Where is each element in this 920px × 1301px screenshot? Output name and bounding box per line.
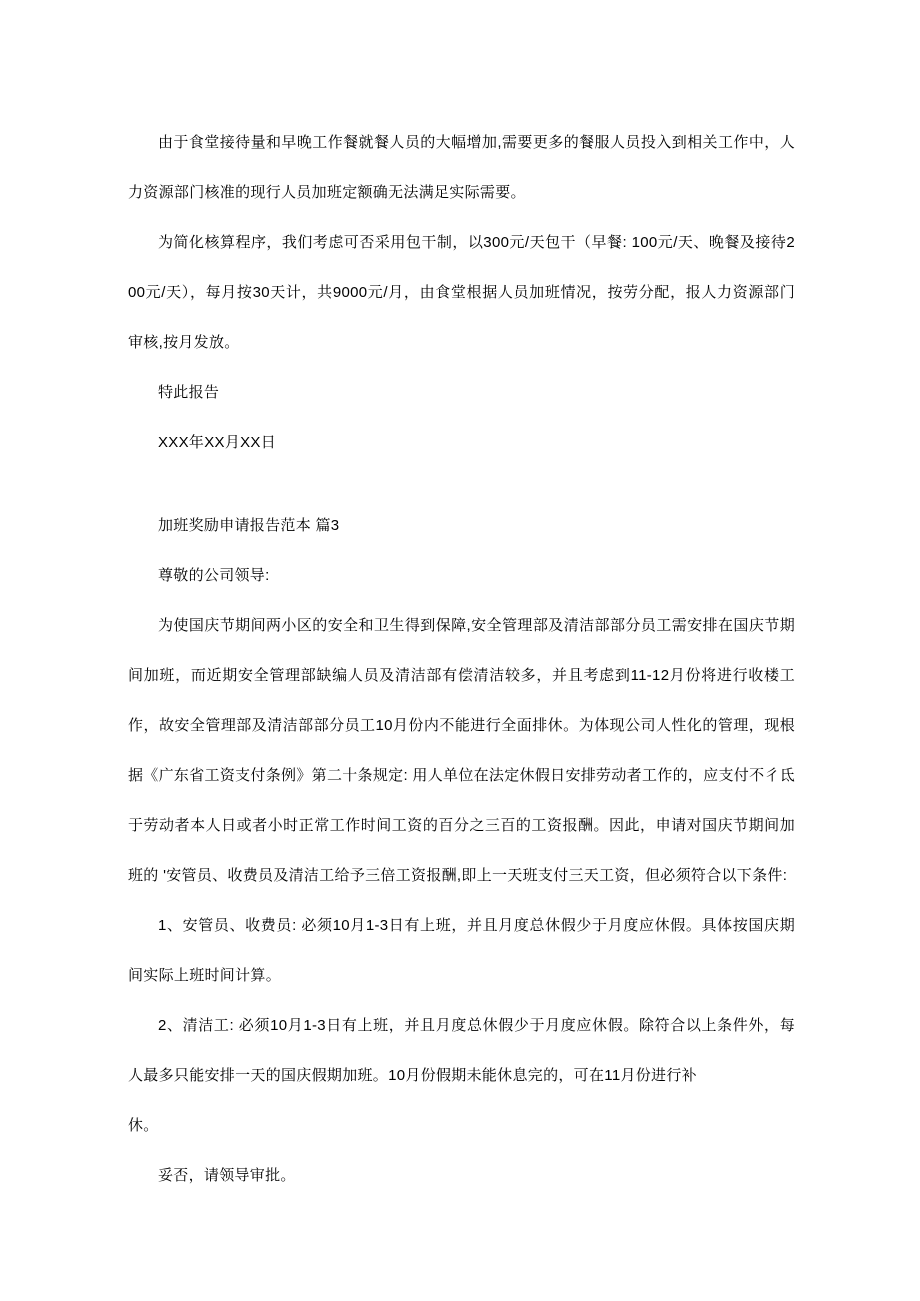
section-title-sample-3: 加班奖励申请报告范本 篇3 <box>158 517 340 534</box>
paragraph-condition-2-continued: 休。 <box>128 1117 159 1134</box>
document-body <box>128 118 795 1201</box>
paragraph-salutation: 尊敬的公司领导: <box>158 567 270 584</box>
paragraph-hereby-report: 特此报告 <box>158 384 220 401</box>
blank-line <box>128 468 795 501</box>
paragraph-date-placeholder: XXX年XX月XX日 <box>158 434 277 451</box>
paragraph-national-day-overtime: 为使国庆节期间两小区的安全和卫生得到保障,安全管理部及清洁部部分员工需安排在国庆节期间加班，而近期安全管理部缺编人员及清洁部有偿清洁较多，并且考虑到11-12月份将进行收楼工作，故安全管理部及清洁部部分员工10月份内不能进行全面排休。为体现公司人性化的管理，现根据《广东省工资支付条例》第二十条规定: 用人单位在法定休假日安排劳动者工作的，应支付不彳氐于劳动者本人日或者小时正常工作时间工资的百分之三百的工资报酬。因此，申请对国庆节期间加班的 '安管员、收费员及清洁工给予三倍工资报酬,即上一天班支付三天工资，但必须符合以下条件: <box>128 617 795 884</box>
paragraph-approval-request: 妥否，请领导审批。 <box>158 1167 296 1184</box>
paragraph-condition-2: 2、清洁工: 必须10月1-3日有上班，并且月度总休假少于月度应休假。除符合以上条件外，每人最多只能安排一天的国庆假期加班。10月份假期未能休息完的，可在11月份进行补 <box>128 1017 795 1084</box>
paragraph-lump-sum-proposal: 为简化核算程序，我们考虑可否采用包干制，以300元/天包干（早餐: 100元/天、晚餐及接待200元/天），每月按30天计，共9000元/月，由食堂根据人员加班情况，按劳分配，报人力资源部门审核,按月发放。 <box>128 234 795 351</box>
paragraph-canteen-reason: 由于食堂接待量和早晚工作餐就餐人员的大幅增加,需要更多的餐服人员投入到相关工作中，人力资源部门核准的现行人员加班定额确无法满足实际需要。 <box>128 134 795 201</box>
paragraph-condition-1: 1、安管员、收费员: 必须10月1-3日有上班，并且月度总休假少于月度应休假。具体按国庆期间实际上班时间计算。 <box>128 917 795 984</box>
